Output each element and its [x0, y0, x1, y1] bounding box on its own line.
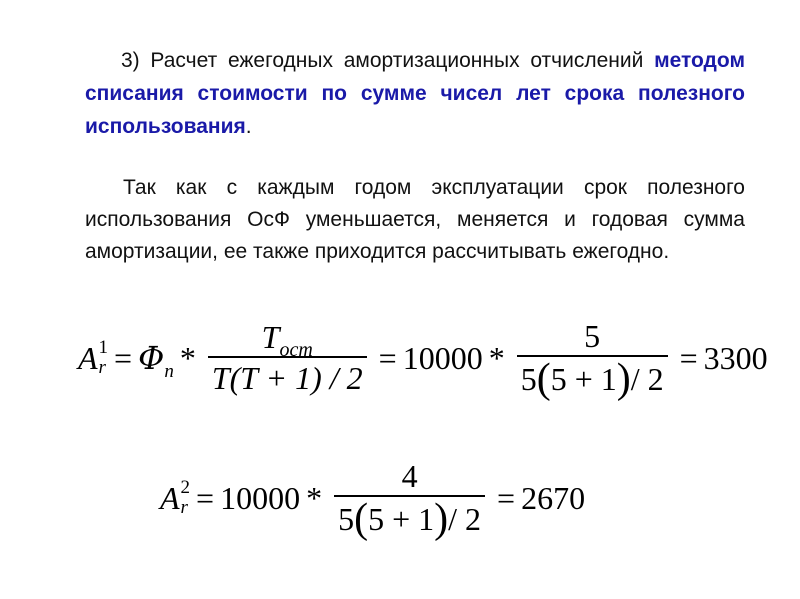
heading-dot: .	[245, 115, 252, 138]
heading-lead-text: Расчет ежегодных амортизационных отчислений	[150, 49, 644, 72]
f2-subscript: r	[180, 496, 188, 518]
f1-multiply-2: *	[488, 339, 505, 376]
f1-subscript: r	[98, 356, 106, 378]
f1-phi-symbol: Φ	[138, 338, 165, 377]
section-heading	[85, 44, 745, 143]
f1-amount: 10000	[402, 339, 483, 376]
f1-phi-subscript: n	[164, 361, 174, 382]
f1-den2-rparen: )	[616, 356, 631, 402]
f1-numerator-2: 5	[584, 318, 601, 354]
f2-fraction	[334, 458, 485, 542]
f2-den-a: 5	[338, 501, 355, 537]
formula-year-1	[78, 318, 768, 402]
f2-equals-2: =	[497, 479, 516, 516]
f1-equals: =	[114, 339, 133, 376]
f1-equals-3: =	[679, 339, 698, 376]
f2-superscript: 2	[180, 476, 191, 498]
f1-numerator-subscript: ост	[279, 339, 313, 361]
f1-fraction-2	[517, 318, 668, 402]
f2-amortization-symbol: A	[160, 479, 180, 516]
f1-den2-lparen: (	[536, 356, 551, 402]
f2-amount: 10000	[220, 479, 301, 516]
f2-numerator: 4	[401, 458, 418, 494]
section-number: 3)	[121, 49, 140, 72]
f1-superscript: 1	[98, 336, 109, 358]
f2-den-rparen: )	[434, 496, 449, 542]
f1-den2-a: 5	[520, 361, 537, 397]
formula-year-2	[160, 458, 586, 542]
method-name: методом списания стоимости по сумме чисел лет срока полезного использования	[85, 49, 745, 138]
explanation-paragraph: Так как с каждым годом эксплуатации срок полезного использования ОсФ уменьшается, меняется и годовая сумма амортизации, ее также приходится рассчитывать ежегодно.	[85, 176, 745, 263]
f1-amortization-symbol: A	[78, 339, 98, 376]
f1-fraction-1	[208, 321, 367, 394]
f2-den-b: / 2	[448, 501, 482, 537]
f1-den2-inner: 5 + 1	[550, 361, 617, 397]
f1-multiply: *	[179, 339, 196, 376]
f1-sup-sub	[99, 338, 109, 378]
f2-den-lparen: (	[354, 496, 369, 542]
f1-numerator-T: T	[261, 319, 280, 355]
f2-result: 2670	[521, 479, 586, 516]
f1-equals-2: =	[378, 339, 397, 376]
f1-den2-b: / 2	[630, 361, 664, 397]
f2-multiply: *	[306, 479, 323, 516]
f2-equals: =	[196, 479, 215, 516]
f2-den-inner: 5 + 1	[368, 501, 435, 537]
f1-denominator-1: T(T + 1) / 2	[211, 360, 363, 396]
f1-result: 3300	[703, 339, 768, 376]
f2-sup-sub	[181, 478, 191, 518]
